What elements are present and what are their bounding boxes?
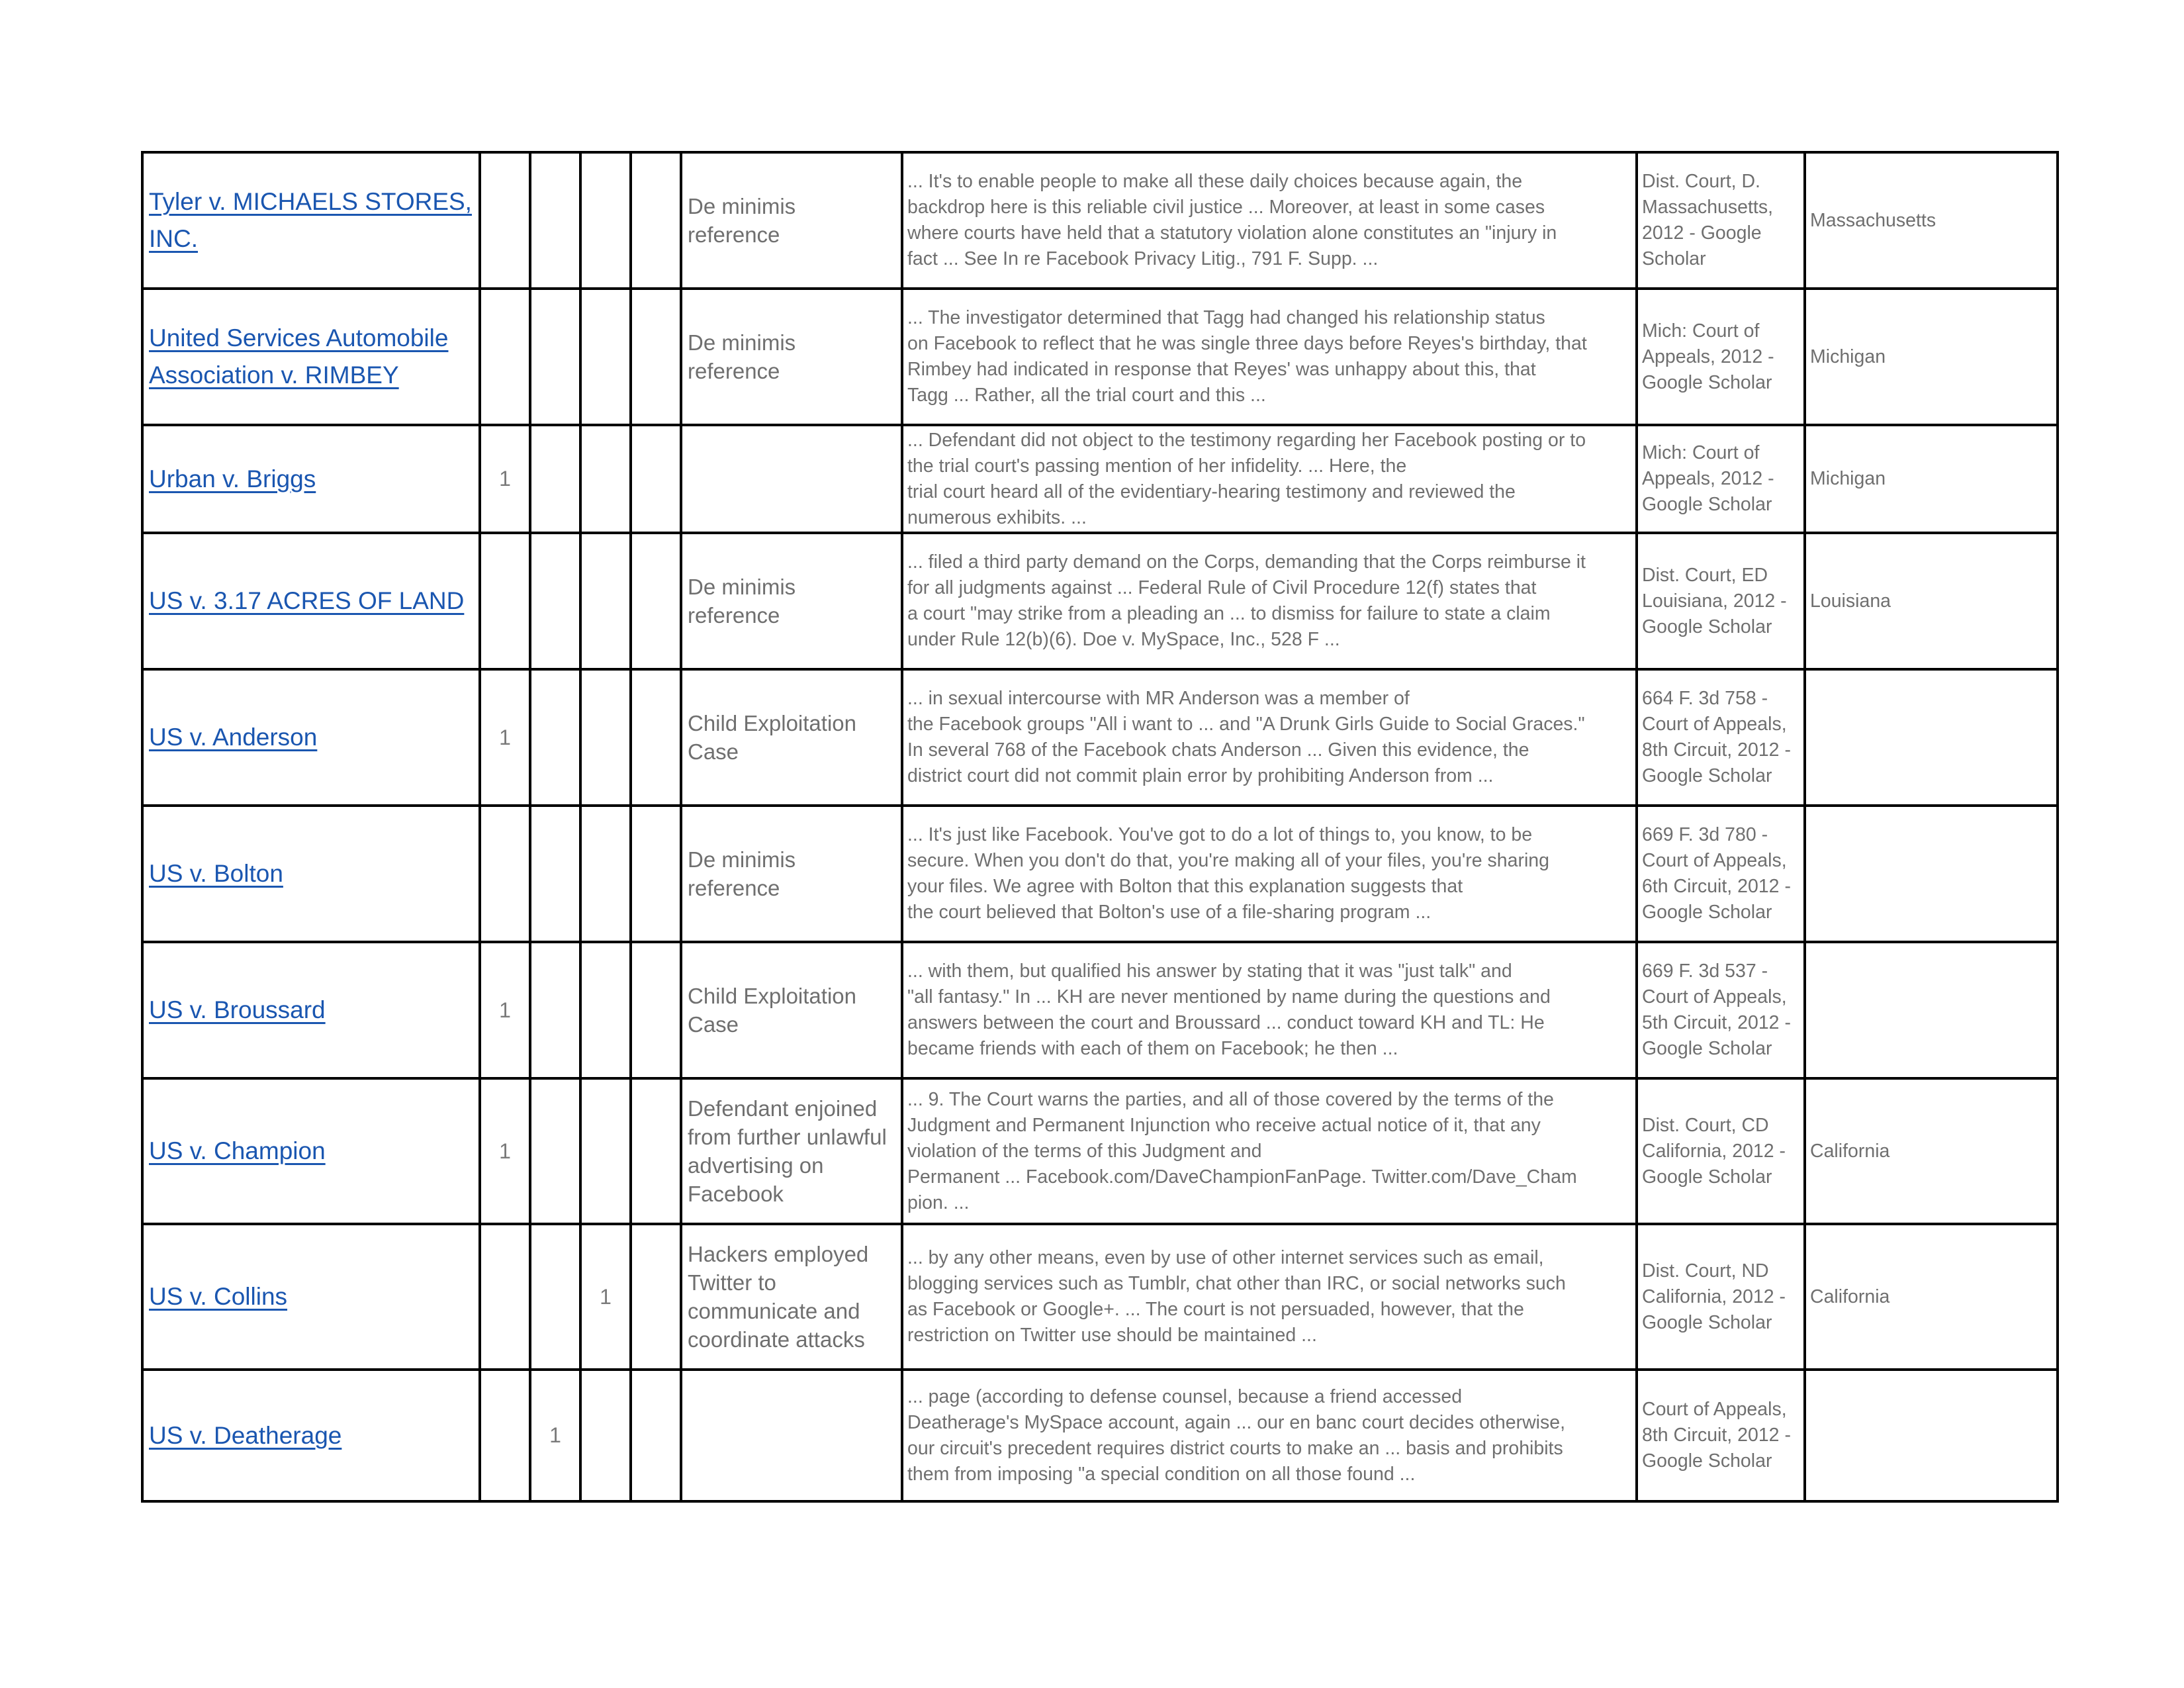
count-cell-3 bbox=[580, 289, 631, 425]
state-cell: Michigan bbox=[1805, 425, 2058, 533]
count-cell-2: 1 bbox=[530, 1370, 580, 1501]
snippet-cell: ... by any other means, even by use of other internet services such as email, blogging services such as Tumblr, chat other than IRC, or social networks such as Facebook or Google+. ... The court is not persuaded, however, that the restriction on Twitter use should be maintained ... bbox=[902, 1224, 1637, 1370]
state-cell: California bbox=[1805, 1078, 2058, 1224]
count-cell-3 bbox=[580, 942, 631, 1078]
count-cell-1: 1 bbox=[480, 425, 530, 533]
table-row bbox=[142, 1224, 2058, 1370]
category-cell: Child Exploitation Case bbox=[681, 942, 902, 1078]
count-cell-2 bbox=[530, 533, 580, 669]
state-cell bbox=[1805, 1370, 2058, 1501]
snippet-cell: ... It's just like Facebook. You've got to do a lot of things to, you know, to be secure. When you don't do that, you're making all of your files, you're sharing your files. We agree with Bolton that this explanation suggests that the court believed that Bolton's use of a file-sharing program ... bbox=[902, 806, 1637, 942]
count-cell-2 bbox=[530, 152, 580, 289]
state-cell: Michigan bbox=[1805, 289, 2058, 425]
case-name-cell bbox=[142, 152, 480, 289]
count-cell-3 bbox=[580, 425, 631, 533]
count-cell-4 bbox=[631, 533, 681, 669]
case-name-link[interactable]: United Services Automobile Association v. RIMBEY bbox=[149, 324, 449, 389]
count-cell-1 bbox=[480, 1224, 530, 1370]
case-name-cell bbox=[142, 1078, 480, 1224]
snippet-cell: ... filed a third party demand on the Corps, demanding that the Corps reimburse it for all judgments against ... Federal Rule of Civil Procedure 12(f) states that a court "may strike from a pleading an ... to dismiss for failure to state a claim under Rule 12(b)(6). Doe v. MySpace, Inc., 528 F ... bbox=[902, 533, 1637, 669]
category-cell: Defendant enjoined from further unlawful advertising on Facebook bbox=[681, 1078, 902, 1224]
count-cell-3 bbox=[580, 1078, 631, 1224]
source-cell: Dist. Court, ND California, 2012 - Google Scholar bbox=[1637, 1224, 1805, 1370]
case-name-cell bbox=[142, 533, 480, 669]
case-name-link[interactable]: US v. Champion bbox=[149, 1137, 326, 1164]
count-cell-3 bbox=[580, 533, 631, 669]
table-row bbox=[142, 152, 2058, 289]
table-row bbox=[142, 425, 2058, 533]
count-cell-4 bbox=[631, 289, 681, 425]
count-cell-1 bbox=[480, 806, 530, 942]
case-name-link[interactable]: Urban v. Briggs bbox=[149, 465, 316, 492]
count-cell-2 bbox=[530, 1078, 580, 1224]
count-cell-4 bbox=[631, 425, 681, 533]
case-name-link[interactable]: US v. 3.17 ACRES OF LAND bbox=[149, 587, 465, 614]
snippet-cell: ... It's to enable people to make all these daily choices because again, the backdrop here is this reliable civil justice ... Moreover, at least in some cases where courts have held that a statutory violation alone constitutes an "injury in fact ... See In re Facebook Privacy Litig., 791 F. Supp. ... bbox=[902, 152, 1637, 289]
count-cell-1 bbox=[480, 289, 530, 425]
state-cell bbox=[1805, 669, 2058, 806]
category-cell: De minimis reference bbox=[681, 806, 902, 942]
source-cell: Dist. Court, CD California, 2012 - Google Scholar bbox=[1637, 1078, 1805, 1224]
case-name-link[interactable]: US v. Deatherage bbox=[149, 1421, 342, 1449]
count-cell-4 bbox=[631, 669, 681, 806]
category-cell: Hackers employed Twitter to communicate and coordinate attacks bbox=[681, 1224, 902, 1370]
case-name-cell bbox=[142, 942, 480, 1078]
snippet-cell: ... in sexual intercourse with MR Anderson was a member of the Facebook groups "All i want to ... and "A Drunk Girls Guide to Social Graces." In several 768 of the Facebook chats Anderson ... Given this evidence, the district court did not commit plain error by prohibiting Anderson from ... bbox=[902, 669, 1637, 806]
snippet-cell: ... The investigator determined that Tagg had changed his relationship status on Facebook to reflect that he was single three days before Reyes's birthday, that Rimbey had indicated in response that Reyes' was unhappy about this, that Tagg ... Rather, all the trial court and this ... bbox=[902, 289, 1637, 425]
case-name-link[interactable]: US v. Collins bbox=[149, 1283, 288, 1310]
count-cell-2 bbox=[530, 1224, 580, 1370]
source-cell: Mich: Court of Appeals, 2012 - Google Scholar bbox=[1637, 289, 1805, 425]
state-cell bbox=[1805, 942, 2058, 1078]
count-cell-1 bbox=[480, 1370, 530, 1501]
table-body bbox=[142, 152, 2058, 1501]
table-row bbox=[142, 533, 2058, 669]
count-cell-1: 1 bbox=[480, 669, 530, 806]
category-cell bbox=[681, 425, 902, 533]
count-cell-2 bbox=[530, 669, 580, 806]
table-row bbox=[142, 806, 2058, 942]
snippet-cell: ... page (according to defense counsel, because a friend accessed Deatherage's MySpace account, again ... our en banc court decides otherwise, our circuit's precedent requires district courts to make an ... basis and prohibits them from imposing "a special condition on all those found ... bbox=[902, 1370, 1637, 1501]
source-cell: Dist. Court, ED Louisiana, 2012 - Google Scholar bbox=[1637, 533, 1805, 669]
state-cell: California bbox=[1805, 1224, 2058, 1370]
table-row bbox=[142, 1078, 2058, 1224]
source-cell: 669 F. 3d 537 - Court of Appeals, 5th Circuit, 2012 - Google Scholar bbox=[1637, 942, 1805, 1078]
count-cell-3 bbox=[580, 806, 631, 942]
case-name-link[interactable]: US v. Broussard bbox=[149, 996, 326, 1023]
category-cell: Child Exploitation Case bbox=[681, 669, 902, 806]
count-cell-4 bbox=[631, 942, 681, 1078]
count-cell-3: 1 bbox=[580, 1224, 631, 1370]
count-cell-2 bbox=[530, 806, 580, 942]
case-name-cell bbox=[142, 425, 480, 533]
count-cell-3 bbox=[580, 1370, 631, 1501]
source-cell: 664 F. 3d 758 - Court of Appeals, 8th Circuit, 2012 - Google Scholar bbox=[1637, 669, 1805, 806]
source-cell: Dist. Court, D. Massachusetts, 2012 - Google Scholar bbox=[1637, 152, 1805, 289]
case-name-cell bbox=[142, 1224, 480, 1370]
case-name-cell bbox=[142, 806, 480, 942]
case-name-link[interactable]: Tyler v. MICHAELS STORES, INC. bbox=[149, 188, 472, 252]
table-row bbox=[142, 289, 2058, 425]
count-cell-2 bbox=[530, 942, 580, 1078]
count-cell-2 bbox=[530, 425, 580, 533]
count-cell-3 bbox=[580, 152, 631, 289]
count-cell-1 bbox=[480, 152, 530, 289]
table-row bbox=[142, 669, 2058, 806]
state-cell: Massachusetts bbox=[1805, 152, 2058, 289]
snippet-cell: ... with them, but qualified his answer by stating that it was "just talk" and "all fantasy." In ... KH are never mentioned by name during the questions and answers between the court and Broussard ... conduct toward KH and TL: He became friends with each of them on Facebook; he then ... bbox=[902, 942, 1637, 1078]
count-cell-1 bbox=[480, 533, 530, 669]
count-cell-3 bbox=[580, 669, 631, 806]
case-name-link[interactable]: US v. Anderson bbox=[149, 724, 318, 751]
count-cell-1: 1 bbox=[480, 1078, 530, 1224]
case-name-link[interactable]: US v. Bolton bbox=[149, 860, 283, 887]
category-cell bbox=[681, 1370, 902, 1501]
source-cell: Mich: Court of Appeals, 2012 - Google Scholar bbox=[1637, 425, 1805, 533]
cases-table bbox=[141, 151, 2059, 1503]
table-row bbox=[142, 942, 2058, 1078]
count-cell-4 bbox=[631, 806, 681, 942]
count-cell-4 bbox=[631, 1078, 681, 1224]
state-cell: Louisiana bbox=[1805, 533, 2058, 669]
source-cell: Court of Appeals, 8th Circuit, 2012 - Google Scholar bbox=[1637, 1370, 1805, 1501]
state-cell bbox=[1805, 806, 2058, 942]
count-cell-2 bbox=[530, 289, 580, 425]
count-cell-4 bbox=[631, 1370, 681, 1501]
count-cell-4 bbox=[631, 152, 681, 289]
source-cell: 669 F. 3d 780 - Court of Appeals, 6th Circuit, 2012 - Google Scholar bbox=[1637, 806, 1805, 942]
category-cell: De minimis reference bbox=[681, 533, 902, 669]
table-row bbox=[142, 1370, 2058, 1501]
snippet-cell: ... 9. The Court warns the parties, and all of those covered by the terms of the Judgment and Permanent Injunction who receive actual notice of it, that any violation of the terms of this Judgment and Permanent ... Facebook.com/DaveChampionFanPage. Twitter.com/Dave_Cham pion. ... bbox=[902, 1078, 1637, 1224]
category-cell: De minimis reference bbox=[681, 152, 902, 289]
count-cell-4 bbox=[631, 1224, 681, 1370]
snippet-cell: ... Defendant did not object to the testimony regarding her Facebook posting or to the trial court's passing mention of her infidelity. ... Here, the trial court heard all of the evidentiary-hearing testimony and reviewed the numerous exhibits. ... bbox=[902, 425, 1637, 533]
case-name-cell bbox=[142, 669, 480, 806]
case-name-cell bbox=[142, 1370, 480, 1501]
count-cell-1: 1 bbox=[480, 942, 530, 1078]
category-cell: De minimis reference bbox=[681, 289, 902, 425]
case-name-cell bbox=[142, 289, 480, 425]
